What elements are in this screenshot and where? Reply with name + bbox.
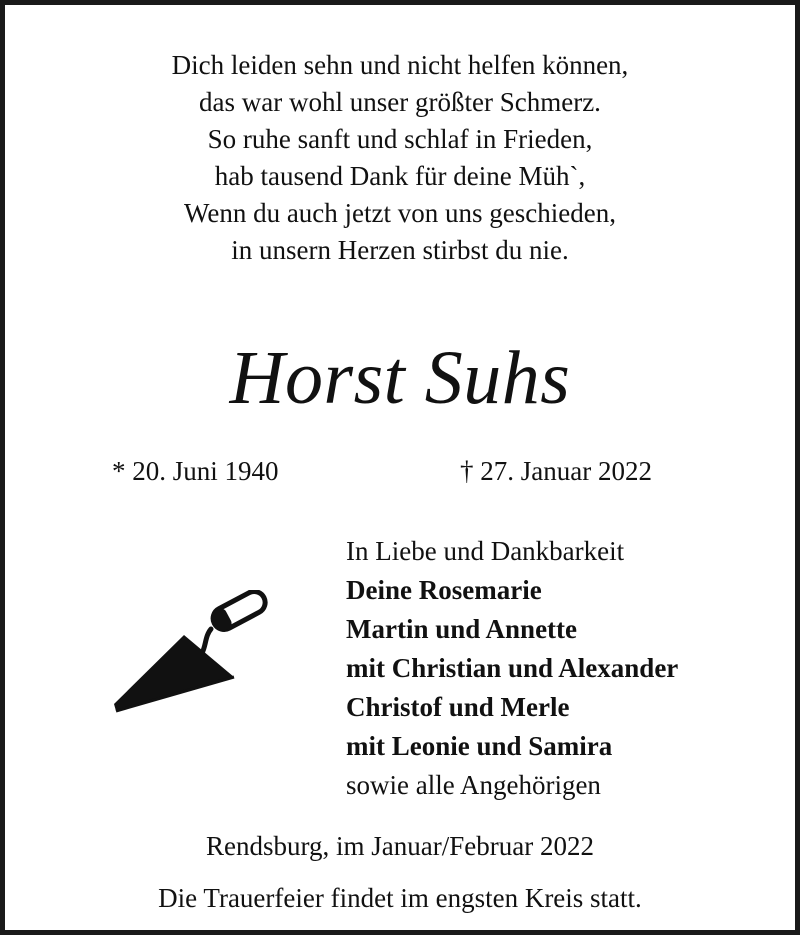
birth-date: * 20. Juni 1940	[112, 456, 279, 486]
poem-line: Wenn du auch jetzt von uns geschieden,	[184, 198, 616, 228]
mourners-intro: In Liebe und Dankbarkeit	[346, 536, 625, 566]
mourner-name: mit Leonie und Samira	[346, 731, 613, 761]
poem-line: hab tausend Dank für deine Müh`,	[214, 161, 586, 191]
trowel-icon	[110, 590, 270, 715]
mourner-name: Christof und Merle	[346, 692, 570, 722]
deceased-name: Horst Suhs	[229, 336, 571, 420]
place-date: Rendsburg, im Januar/Februar 2022	[206, 831, 594, 861]
poem-line: Dich leiden sehn und nicht helfen können,	[171, 50, 629, 80]
poem-line: das war wohl unser größter Schmerz.	[199, 87, 601, 117]
mourners-block	[346, 532, 678, 805]
mourner-name: Deine Rosemarie	[346, 575, 542, 605]
death-date: † 27. Januar 2022	[460, 456, 652, 486]
poem-line: in unsern Herzen stirbst du nie.	[231, 235, 569, 265]
mourners-outro: sowie alle Angehörigen	[346, 770, 601, 800]
mourner-name: mit Christian und Alexander	[346, 653, 679, 683]
poem-line: So ruhe sanft und schlaf in Frieden,	[207, 124, 593, 154]
poem	[5, 47, 795, 269]
mourner-name: Martin und Annette	[346, 614, 578, 644]
funeral-note: Die Trauerfeier findet im engsten Kreis statt.	[158, 883, 642, 913]
